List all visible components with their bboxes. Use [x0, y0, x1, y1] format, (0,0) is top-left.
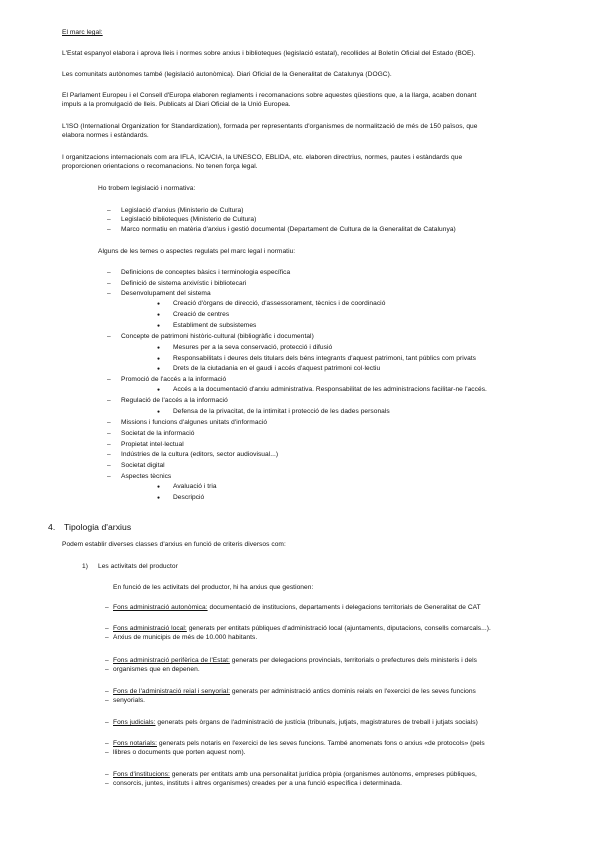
fons-label: Fons de l'administració reial i senyorial:: [113, 688, 230, 695]
fons-item: [113, 624, 573, 633]
paragraph-iso-line2: elabora normes i estàndards.: [62, 132, 149, 139]
list-item: – Marco normatiu en matèria d'arxius i gestió documental (Departament de Cultura de la Generalitat de Catalunya): [121, 225, 456, 234]
subsection-heading-activitats: [82, 562, 178, 571]
normativa-intro: Ho trobem legislació i normativa:: [98, 185, 196, 192]
fons-text: generats pels notaris en l'exercici de les seves funcions. També anomenats fons o arxius «de protocols» (pels: [157, 740, 485, 747]
paragraph-organitzacions-line2: proporcionen orientacions o recomanacions. No tenen força legal.: [62, 163, 258, 170]
fons-item: [113, 739, 573, 748]
marc-legal-heading: El marc legal:: [62, 29, 103, 36]
list-item: – Societat digital: [121, 461, 165, 470]
paragraph-iso-line1: L'ISO (International Organization for Standardization), formada per representants d'organismes de normalització de més de 150 països, que: [62, 123, 478, 130]
section-heading-tipologia: [48, 522, 131, 533]
fons-text-continuation: – llibres o documents que porten aquest nom).: [113, 748, 573, 757]
list-item: ● Creació de centres: [173, 310, 229, 319]
subsection-title: Les activitats del productor: [98, 563, 178, 570]
list-item: ● Mesures per a la seva conservació, protecció i difusió: [173, 343, 332, 352]
temes-intro: Alguns de les temes o aspectes regulats pel marc legal i normatiu:: [98, 248, 296, 255]
list-item: ● Accés a la documentació d'arxiu administrativa. Responsabilitat de les administracions facilitar-ne l'accés.: [173, 385, 487, 394]
list-item: – Propietat intel·lectual: [121, 440, 184, 449]
list-item: – Missions i funcions d'algunes unitats d'informació: [121, 418, 267, 427]
fons-item: [113, 718, 573, 727]
list-item: ● Descripció: [173, 493, 204, 502]
subsection-number: 1): [82, 563, 88, 570]
fons-label: Fons administració perifèrica de l'Estat:: [113, 657, 230, 664]
fons-text: generats per entitats amb una personalitat jurídica pròpia (organismes autònoms, empreses públiques,: [169, 771, 477, 778]
list-item: ● Creació d'òrgans de direcció, d'assessorament, tècnics i de coordinació: [173, 299, 385, 308]
list-item: – Legislació biblioteques (Ministerio de Cultura): [121, 215, 256, 224]
section-number: 4.: [48, 522, 56, 532]
paragraph-europa-line1: El Parlament Europeu i el Consell d'Europa elaboren reglaments i recomanacions sobre aquestes qüestions que, a la llarga, acaben donant: [62, 92, 477, 99]
list-item: – Societat de la informació: [121, 429, 194, 438]
list-item: – Definicions de conceptes bàsics i terminologia específica: [121, 268, 290, 277]
activitats-intro: En funció de les activitats del productor, hi ha arxius que gestionen:: [113, 584, 314, 591]
fons-text: generats per delegacions provincials, territorials o prefectures dels ministeris i dels: [229, 657, 477, 664]
list-item: – Aspectes tècnics: [121, 472, 171, 481]
tipologia-intro: Podem establir diverses classes d'arxius en funció de criteris diversos com:: [62, 541, 286, 548]
fons-text-continuation: – Arxius de municipis de més de 10.000 habitants.: [113, 633, 573, 642]
fons-label: Fons notarials:: [113, 740, 157, 747]
fons-text-continuation: – organismes que en depenen.: [113, 665, 573, 674]
list-item: – Promoció de l'accés a la informació: [121, 375, 226, 384]
list-item: ● Avaluació i tria: [173, 482, 217, 491]
fons-item: [113, 687, 573, 696]
fons-text: generats per administració antics dominis reials en l'exercici de les seves funcions: [229, 688, 476, 695]
fons-text-continuation: – senyorials.: [113, 696, 573, 705]
list-item: – Regulació de l'accés a la informació: [121, 396, 228, 405]
list-item: – Definició de sistema arxivístic i bibliotecari: [121, 279, 246, 288]
fons-label: Fons judicials:: [113, 719, 156, 726]
fons-text: generats pels òrgans de l'administració de justícia (tribunals, jutjats, magistratures de treball i jutjats socials): [155, 719, 478, 726]
paragraph-estat: L'Estat espanyol elabora i aprova lleis i normes sobre arxius i biblioteques (legislació estatal), recollides al Boletín Oficial del Estado (BOE).: [62, 50, 476, 57]
fons-item: [113, 603, 573, 612]
list-item: – Legislació d'arxius (Ministerio de Cultura): [121, 206, 244, 215]
fons-label: Fons administració autonòmica:: [113, 604, 208, 611]
fons-label: Fons administració local:: [113, 625, 187, 632]
list-item: ● Establiment de subsistemes: [173, 321, 256, 330]
paragraph-organitzacions-line1: I organitzacions internacionals com ara IFLA, ICA/CIA, la UNESCO, EBLIDA, etc. elaboren directrius, normes, pautes i estàndards que: [62, 154, 463, 161]
list-item: ● Defensa de la privacitat, de la intimitat i protecció de les dades personals: [173, 407, 390, 416]
fons-text-continuation: – consorcis, juntes, instituts i altres organismes) creades per a una funció específica i determinada.: [113, 779, 573, 788]
fons-text: generats per entitats públiques d'administració local (ajuntaments, diputacions, consells comarcals...).: [186, 625, 491, 632]
fons-label: Fons d'institucions:: [113, 771, 170, 778]
fons-item: [113, 770, 573, 779]
paragraph-europa-line2: impuls a la promulgació de lleis. Publicats al Diari Oficial de la Unió Europea.: [62, 101, 291, 108]
list-item: – Desenvolupament del sistema: [121, 289, 211, 298]
list-item: – Concepte de patrimoni històric-cultural (bibliogràfic i documental): [121, 332, 314, 341]
list-item: ● Drets de la ciutadania en el gaudi i accés d'aquest patrimoni col·lectiu: [173, 364, 380, 373]
list-item: ● Responsabilitats i deures dels titulars dels béns integrants d'aquest patrimoni, tant públics com privats: [173, 354, 476, 363]
list-item: – Indústries de la cultura (editors, sector audiovisual...): [121, 450, 278, 459]
paragraph-comunitats: Les comunitats autònomes també (legislació autonòmica). Diari Oficial de la Generalitat de Catalunya (DOGC).: [62, 71, 392, 78]
fons-text: documentació de institucions, departaments i delegacions territorials de Generalitat de CAT: [207, 604, 481, 611]
fons-item: [113, 656, 573, 665]
section-title: Tipologia d'arxius: [64, 522, 132, 532]
